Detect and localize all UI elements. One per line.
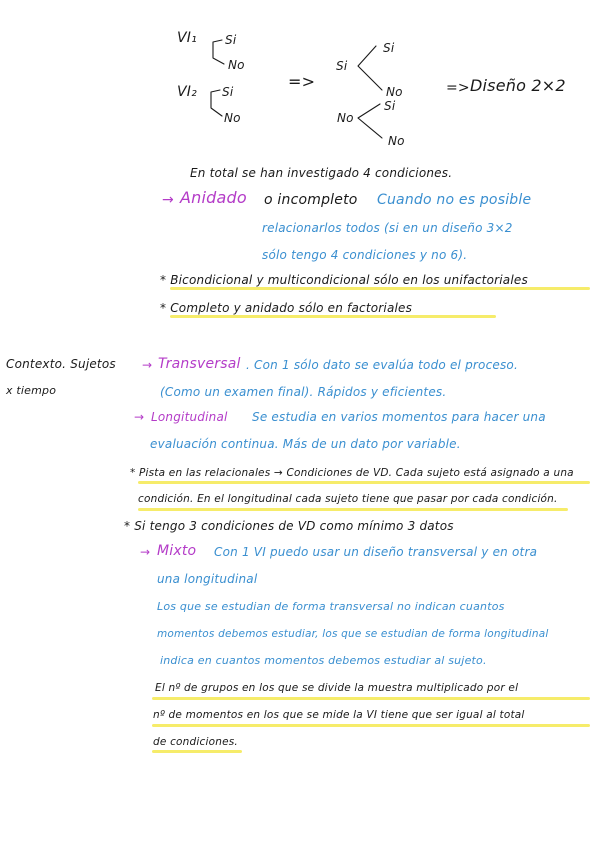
root-no-label: No bbox=[337, 111, 354, 125]
transversal-desc-2: (Como un examen final). Rápidos y eficientes. bbox=[160, 385, 447, 399]
mixto-term: Mixto bbox=[157, 543, 197, 559]
no-no-label: No bbox=[388, 134, 405, 148]
anidado-incompleto: o incompleto bbox=[264, 192, 358, 208]
no-si-label: Si bbox=[384, 99, 396, 113]
root-si-label: Si bbox=[336, 59, 348, 73]
final1-highlight bbox=[152, 697, 590, 700]
anidado-desc-1: Cuando no es posible bbox=[377, 192, 532, 208]
mixto-desc-5: indica en cuantos momentos debemos estudiar al sujeto. bbox=[160, 654, 487, 667]
anidado-term: Anidado bbox=[180, 188, 247, 207]
pista1-highlight bbox=[138, 481, 590, 484]
transversal-desc-1: . Con 1 sólo dato se evalúa todo el proceso. bbox=[246, 358, 518, 372]
mixto-arrow: → bbox=[140, 545, 151, 559]
mixto-desc-2: una longitudinal bbox=[157, 572, 258, 586]
pista2-highlight bbox=[138, 508, 568, 511]
mixto-desc-3: Los que se estudian de forma transversal no indican cuantos bbox=[157, 600, 505, 613]
design-result: Diseño 2×2 bbox=[470, 76, 566, 95]
transversal-arrow: → bbox=[142, 358, 153, 372]
vi1-branch bbox=[213, 40, 224, 64]
final-line-2: nº de momentos en los que se mide la VI tiene que ser igual al total bbox=[153, 709, 525, 721]
final2-highlight bbox=[152, 724, 590, 727]
note-bicondicional: * Bicondicional y multicondicional sólo en los unifactoriales bbox=[160, 273, 528, 287]
longitudinal-term: Longitudinal bbox=[151, 410, 228, 424]
mixto-desc-1: Con 1 VI puedo usar un diseño transversal y en otra bbox=[214, 545, 538, 559]
vi1-label: VI₁ bbox=[177, 30, 197, 46]
mixto-desc-4: momentos debemos estudiar, los que se estudian de forma longitudinal bbox=[157, 628, 549, 640]
si-si-label: Si bbox=[383, 41, 395, 55]
vi2-no-label: No bbox=[224, 111, 241, 125]
no-branch bbox=[358, 104, 382, 138]
vi1-no-label: No bbox=[228, 58, 245, 72]
vi2-branch bbox=[211, 90, 222, 116]
total-conditions-line: En total se han investigado 4 condiciones. bbox=[190, 166, 453, 180]
anidado-desc-2: relacionarlos todos (si en un diseño 3×2 bbox=[262, 221, 513, 235]
pista-line-1: * Pista en las relacionales → Condiciones de VD. Cada sujeto está asignado a una bbox=[130, 467, 574, 479]
note-completo-anidado: * Completo y anidado sólo en factoriales bbox=[160, 301, 413, 315]
longitudinal-desc-1: Se estudia en varios momentos para hacer una bbox=[252, 410, 546, 424]
result-arrow: => bbox=[446, 80, 470, 96]
vi2-label: VI₂ bbox=[177, 84, 197, 100]
longitudinal-desc-2: evaluación continua. Más de un dato por variable. bbox=[150, 437, 461, 451]
final-line-3: de condiciones. bbox=[153, 736, 238, 748]
contexto-label: Contexto. Sujetos bbox=[6, 357, 116, 371]
si-branch bbox=[358, 46, 382, 90]
final3-highlight bbox=[152, 750, 242, 753]
longitudinal-arrow: → bbox=[134, 410, 145, 424]
pista-line-2: condición. En el longitudinal cada sujeto tiene que pasar por cada condición. bbox=[138, 493, 558, 505]
anidado-arrow: → bbox=[162, 192, 174, 208]
anidado-desc-3: sólo tengo 4 condiciones y no 6). bbox=[262, 248, 468, 262]
final-line-1: El nº de grupos en los que se divide la muestra multiplicado por el bbox=[155, 682, 519, 694]
vi1-si-label: Si bbox=[225, 33, 237, 47]
transversal-term: Transversal bbox=[158, 356, 241, 372]
si-tengo-line: * Si tengo 3 condiciones de VD como mínimo 3 datos bbox=[124, 519, 454, 533]
si-no-label: No bbox=[386, 85, 403, 99]
implies-arrow: => bbox=[288, 72, 316, 91]
vi2-si-label: Si bbox=[222, 85, 234, 99]
xtiempo-label: x tiempo bbox=[6, 384, 57, 397]
